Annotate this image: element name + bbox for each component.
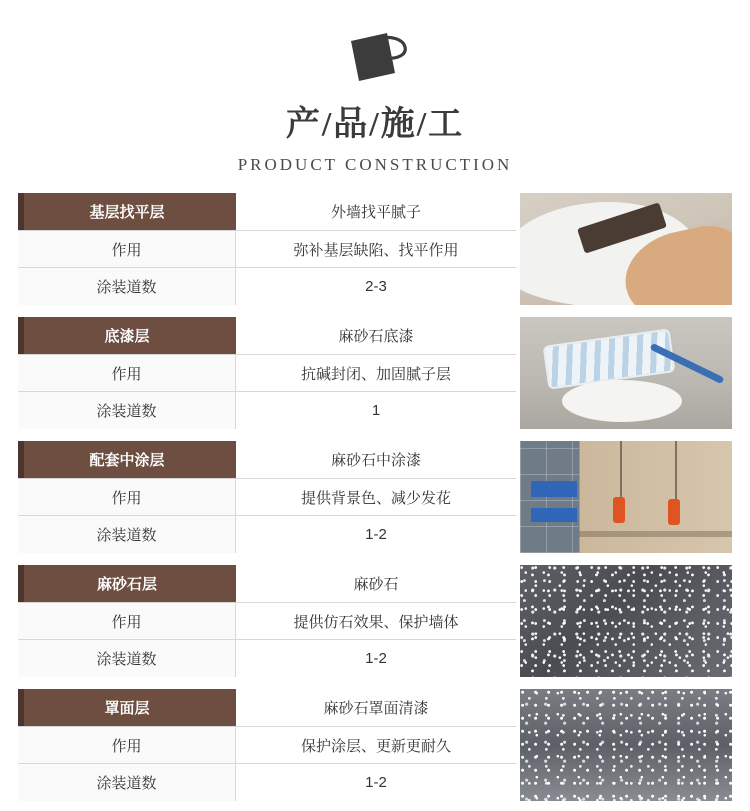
list-item [18,317,732,429]
page-header [0,0,750,175]
table-row [18,479,516,517]
layer-name-label: 罩面层 [18,689,236,726]
table-row [18,317,516,355]
effect-label: 作用 [18,603,236,640]
effect-label: 作用 [18,355,236,392]
layer-name-value: 麻砂石罩面清漆 [323,699,429,717]
table-row [18,689,516,727]
page-title: 产/品/施/工 [285,106,465,143]
list-item [18,441,732,553]
table-row [18,193,516,231]
table-row [18,392,516,429]
thumb-stone-texture-light [520,689,732,801]
logo-wrap [0,22,750,90]
table-row [18,764,516,801]
list-item [18,193,732,305]
table-row [18,640,516,677]
paint-roller-badge-icon [329,25,421,87]
thumb-paint-roller [520,317,732,429]
layer-name-label: 麻砂石层 [18,565,236,602]
effect-value: 弥补基层缺陷、找平作用 [293,241,459,259]
table-row [18,603,516,641]
coats-label: 涂装道数 [18,640,236,677]
effect-label: 作用 [18,727,236,764]
coats-label: 涂装道数 [18,268,236,305]
table-row [18,727,516,765]
coats-value: 1-2 [365,650,387,668]
layer-name-label: 基层找平层 [18,193,236,230]
effect-value: 保护涂层、更新更耐久 [300,737,451,755]
layer-rows [18,441,516,553]
layer-name-label: 配套中涂层 [18,441,236,478]
effect-value: 提供仿石效果、保护墙体 [293,613,459,631]
layer-name-value: 麻砂石中涂漆 [330,451,421,469]
page-subtitle: PRODUCT CONSTRUCTION [237,155,513,174]
layer-name-label: 底漆层 [18,317,236,354]
thumb-troweling-putty [520,193,732,305]
layer-rows [18,565,516,677]
effect-label: 作用 [18,231,236,268]
table-row [18,565,516,603]
thumb-stone-texture-dark [520,565,732,677]
effect-value: 提供背景色、减少发花 [300,489,451,507]
coats-label: 涂装道数 [18,764,236,801]
coats-label: 涂装道数 [18,516,236,553]
table-row [18,516,516,553]
coats-value: 1 [371,402,381,420]
list-item [18,689,732,801]
construction-layer-list [0,193,750,801]
thumb-facade-workers [520,441,732,553]
layer-rows [18,317,516,429]
effect-value: 抗碱封闭、加固腻子层 [300,365,451,383]
layer-name-value: 外墙找平腻子 [330,203,421,221]
layer-rows [18,193,516,305]
list-item [18,565,732,677]
coats-value: 2-3 [365,278,387,296]
coats-label: 涂装道数 [18,392,236,429]
layer-name-value: 麻砂石 [353,575,399,593]
effect-label: 作用 [18,479,236,516]
coats-value: 1-2 [365,526,387,544]
table-row [18,268,516,305]
table-row [18,231,516,269]
table-row [18,441,516,479]
layer-name-value: 麻砂石底漆 [338,327,414,345]
layer-rows [18,689,516,801]
table-row [18,355,516,393]
coats-value: 1-2 [365,774,387,792]
